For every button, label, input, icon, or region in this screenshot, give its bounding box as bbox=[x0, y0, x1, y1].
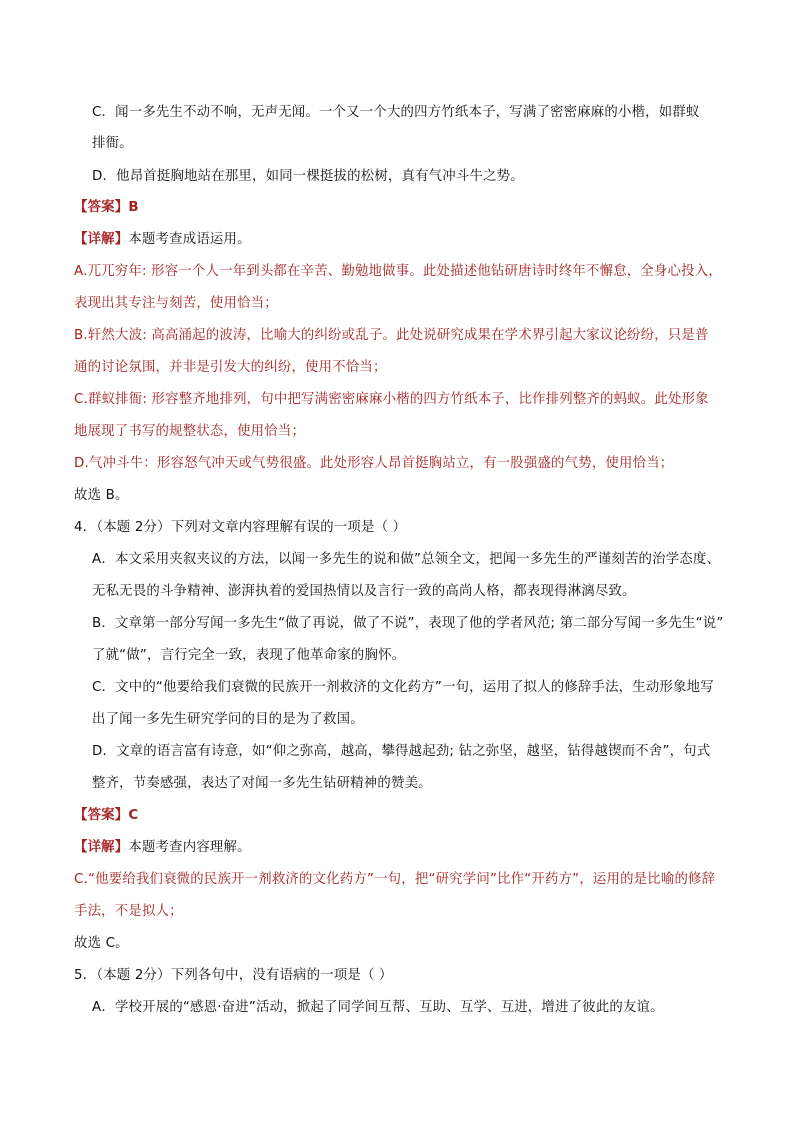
detail-text: 本题考查内容理解。 bbox=[128, 840, 251, 855]
q4-option-a-line2: 无私无畏的斗争精神、澎湃执着的爱国热情以及言行一致的高尚人格，都表现得淋漓尽致。 bbox=[92, 584, 636, 599]
q3-conclusion: 故选 B。 bbox=[74, 488, 129, 503]
q4-answer bbox=[74, 806, 138, 826]
q4-explanation-line2: 手法，不是拟人； bbox=[74, 904, 183, 919]
answer-value: B bbox=[128, 200, 139, 215]
q3-detail bbox=[74, 230, 251, 250]
detail-label: 【详解】 bbox=[74, 232, 129, 247]
q3-explanation-b-line1: B.轩然大波: 高高涌起的波涛，比喻大的纠纷或乱子。此处说研究成果在学术界引起大家议论纷纷，只是普 bbox=[74, 328, 709, 343]
q3-explanation-c-line1: C.群蚁排衙: 形容整齐地排列，句中把写满密密麻麻小楷的四方竹纸本子，比作排列整齐的蚂蚁。此处形象 bbox=[74, 392, 709, 407]
q5-stem: 5．（本题 2分）下列各句中，没有语病的一项是（ ） bbox=[74, 968, 393, 983]
answer-label: 【答案】 bbox=[74, 200, 129, 215]
q3-option-d: D．他昂首挺胸地站在那里，如同一棵挺拔的松树，真有气冲斗牛之势。 bbox=[92, 169, 524, 184]
q4-explanation-line1: C.“他要给我们衰微的民族开一剂救济的文化药方”一句，把“研究学问”比作“开药方”，运用的是比喻的修辞 bbox=[74, 872, 716, 887]
q4-detail bbox=[74, 838, 251, 858]
q4-option-c-line1: C．文中的“他要给我们衰微的民族开一剂救济的文化药方”一句，运用了拟人的修辞手法，生动形象地写 bbox=[92, 680, 714, 695]
q4-option-d-line1: D．文章的语言富有诗意，如“仰之弥高，越高，攀得越起劲; 钻之弥坚，越坚，钻得越锲而不舍”，句式 bbox=[92, 744, 711, 759]
answer-value: C bbox=[128, 808, 139, 823]
q4-option-c-line2: 出了闻一多先生研究学问的目的是为了救国。 bbox=[92, 712, 364, 727]
q4-option-b-line2: 了就“做”，言行完全一致，表现了他革命家的胸怀。 bbox=[92, 648, 406, 663]
q3-explanation-b-line2: 通的讨论氛围，并非是引发大的纠纷，使用不恰当； bbox=[74, 360, 387, 375]
q4-option-d-line2: 整齐，节奏感强，表达了对闻一多先生钻研精神的赞美。 bbox=[92, 776, 432, 791]
detail-text: 本题考查成语运用。 bbox=[128, 232, 251, 247]
q4-conclusion: 故选 C。 bbox=[74, 936, 129, 951]
q3-option-c-line1: C．闻一多先生不动不响，无声无闻。一个又一个大的四方竹纸本子，写满了密密麻麻的小楷，如群蚁 bbox=[92, 105, 700, 120]
q5-option-a: A．学校开展的“感恩·奋进”活动，掀起了同学间互帮、互助、互学、互进，增进了彼此的友谊。 bbox=[92, 1000, 664, 1015]
answer-label: 【答案】 bbox=[74, 808, 129, 823]
q4-option-b-line1: B．文章第一部分写闻一多先生“做了再说，做了不说”，表现了他的学者风范; 第二部分写闻一多先生“说” bbox=[92, 616, 724, 631]
q3-explanation-a-line1: A.兀兀穷年: 形容一个人一年到头都在辛苦、勤勉地做事。此处描述他钻研唐诗时终年不懈怠，全身心投入， bbox=[74, 264, 722, 279]
detail-label: 【详解】 bbox=[74, 840, 129, 855]
q4-option-a-line1: A．本文采用夹叙夹议的方法，以闻一多先生的说和做”总领全文，把闻一多先生的严谨刻苦的治学态度、 bbox=[92, 552, 721, 567]
q3-explanation-c-line2: 地展现了书写的规整状态，使用恰当； bbox=[74, 424, 306, 439]
q3-explanation-a-line2: 表现出其专注与刻苦，使用恰当； bbox=[74, 296, 278, 311]
q3-explanation-d: D.气冲斗牛：形容怒气冲天或气势很盛。此处形容人昂首挺胸站立，有一股强盛的气势，使用恰当； bbox=[74, 456, 674, 471]
q3-option-c-line2: 排衙。 bbox=[92, 136, 133, 151]
q4-stem: 4．（本题 2分）下列对文章内容理解有误的一项是（ ） bbox=[74, 520, 407, 535]
q3-answer bbox=[74, 198, 139, 218]
